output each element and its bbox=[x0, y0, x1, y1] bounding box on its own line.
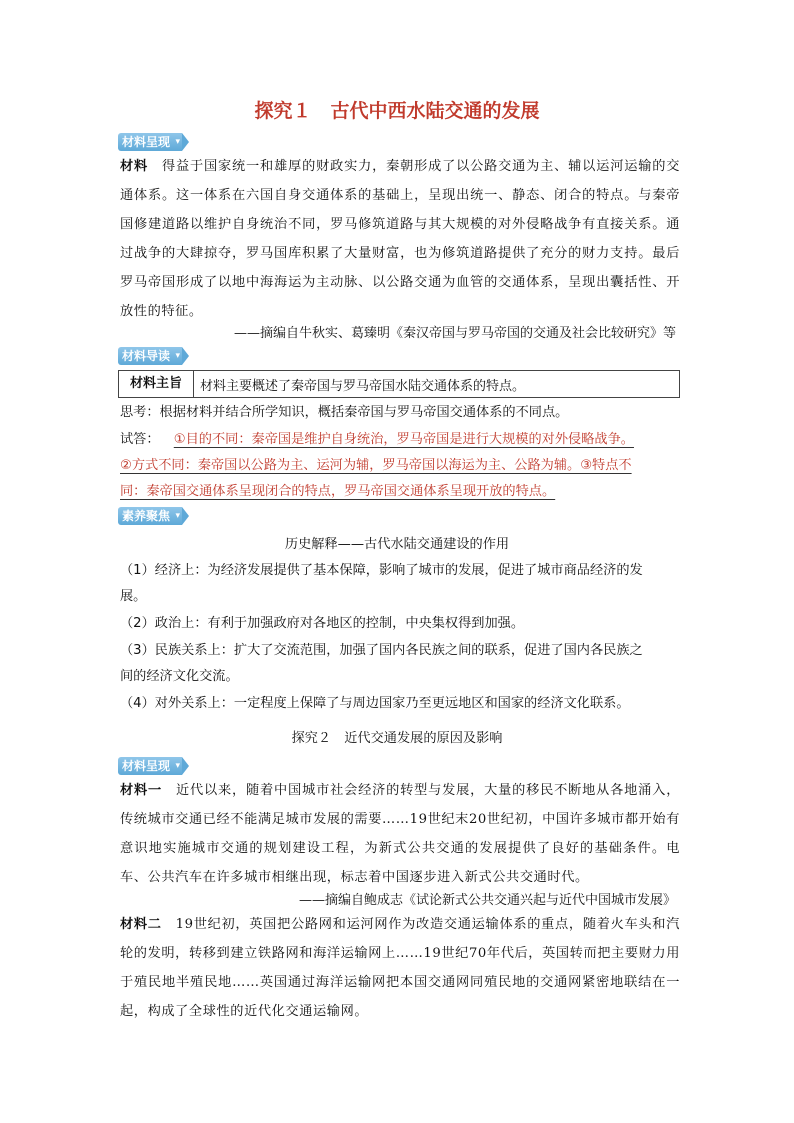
gist-box bbox=[118, 370, 680, 398]
tag-material-guide bbox=[118, 347, 182, 365]
answer-line-3 bbox=[120, 480, 555, 499]
focus-item: （4）对外关系上：一定程度上保障了与周边国家乃至更远地区和国家的经济文化联系。 bbox=[120, 696, 630, 711]
tag-focus bbox=[118, 507, 182, 525]
answer-line-2 bbox=[120, 454, 632, 473]
section1-title: 探究１ 古代中西水陆交通的发展 bbox=[254, 100, 540, 122]
answer-label: 试答： bbox=[120, 432, 160, 447]
material-lead: 材料 bbox=[120, 159, 149, 174]
chevron-down-icon: ▾ bbox=[175, 761, 181, 771]
section2-title: 探究２ 近代交通发展的原因及影响 bbox=[291, 731, 503, 746]
answer-text-3: 同：秦帝国交通体系呈现闭合的特点，罗马帝国交通体系呈现开放的特点。 bbox=[120, 484, 556, 499]
material-source: ——摘编自牛秋实、葛臻明《秦汉帝国与罗马帝国的交通及社会比较研究》等 bbox=[233, 326, 676, 341]
focus-item: 间的经济文化交流。 bbox=[120, 669, 239, 684]
focus-title: 历史解释——古代水陆交通建设的作用 bbox=[284, 537, 510, 552]
focus-item: （3）民族关系上：扩大了交流范围，加强了国内各民族之间的联系，促进了国内各民族之 bbox=[120, 643, 643, 658]
material-two-lead: 材料二 bbox=[120, 917, 162, 932]
chevron-down-icon: ▾ bbox=[175, 137, 181, 147]
tag-label: 素养聚焦 bbox=[122, 509, 171, 523]
question-text: 思考：根据材料并结合所学知识，概括秦帝国与罗马帝国交通体系的不同点。 bbox=[120, 405, 569, 420]
answer-text-2: ②方式不同：秦帝国以公路为主、运河为辅，罗马帝国以海运为主、公路为辅。③特点不 bbox=[120, 458, 632, 473]
material-two-paragraph bbox=[120, 910, 680, 1026]
material-one-source: ——摘编自鲍成志《试论新式公共交通兴起与近代中国城市发展》 bbox=[298, 893, 676, 908]
focus-item: （1）经济上：为经济发展提供了基本保障，影响了城市的发展，促进了城市商品经济的发 bbox=[120, 563, 643, 578]
tag-label: 材料呈现 bbox=[122, 759, 171, 773]
tag-label: 材料导读 bbox=[122, 349, 171, 363]
gist-text: 材料主要概述了秦帝国与罗马帝国水陆交通体系的特点。 bbox=[200, 378, 526, 394]
material-two-text: 19世纪初，英国把公路网和运河网作为改造交通运输体系的重点，随着火车头和汽轮的发明，转移到建立铁路网和海洋运输网上……19世纪70年代后，英国转而把主要财力用于殖民地半殖民地……英国通过海洋运输网把本国交通网同殖民地的交通网紧密地联结在一起，构成了全球性的近代化交通运输网。 bbox=[120, 917, 680, 1019]
gist-label: 材料主旨 bbox=[119, 371, 194, 397]
chevron-down-icon: ▾ bbox=[175, 511, 181, 521]
tag-label: 材料呈现 bbox=[122, 135, 171, 149]
focus-item: 展。 bbox=[120, 589, 147, 604]
material-paragraph bbox=[120, 152, 680, 326]
material-one-lead: 材料一 bbox=[120, 783, 163, 798]
material-one-text: 近代以来，随着中国城市社会经济的转型与发展，大量的移民不断地从各地涌入，传统城市交通已经不能满足城市发展的需要……19世纪末20世纪初，中国许多城市都开始有意识地实施城市交通的规划建设工程，为新式公共交通的发展提供了良好的基础条件。电车、公共汽车在许多城市相继出现，标志着中国逐步进入新式公共交通时代。 bbox=[120, 783, 680, 885]
chevron-down-icon: ▾ bbox=[175, 351, 181, 361]
answer-line-1 bbox=[120, 428, 634, 447]
tag-material-present-2 bbox=[118, 757, 182, 775]
material-text: 得益于国家统一和雄厚的财政实力，秦朝形成了以公路交通为主、辅以运河运输的交通体系。这一体系在六国自身交通体系的基础上，呈现出统一、静态、闭合的特点。与秦帝国修建道路以维护自身统治不同，罗马修筑道路与其大规模的对外侵略战争有直接关系。通过战争的大肆掠夺，罗马国库积累了大量财富，也为修筑道路提供了充分的财力支持。最后罗马帝国形成了以地中海海运为主动脉、以公路交通为血管的交通体系，呈现出囊括性、开放性的特征。 bbox=[120, 159, 681, 319]
focus-item: （2）政治上：有利于加强政府对各地区的控制，中央集权得到加强。 bbox=[120, 616, 525, 631]
answer-text-1: ①目的不同：秦帝国是维护自身统治，罗马帝国是进行大规模的对外侵略战争。 bbox=[173, 432, 634, 447]
tag-material-present bbox=[118, 133, 182, 151]
material-one-paragraph bbox=[120, 776, 680, 892]
